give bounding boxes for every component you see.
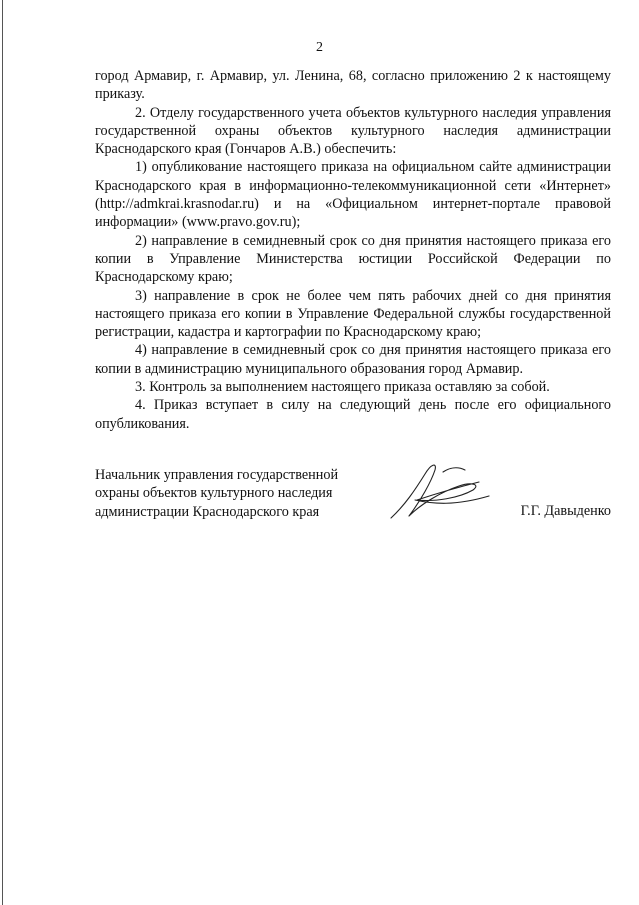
signatory-position-line: охраны объектов культурного наследия [95, 485, 333, 502]
paragraph-subitem-4: 4) направление в семидневный срок со дня принятия настоящего приказа его копии в администрацию муниципального образования город Армавир. [95, 342, 611, 377]
page-number: 2 [316, 40, 323, 55]
paragraph-subitem-1: 1) опубликование настоящего приказа на официальном сайте администрации Краснодарского края в информационно-телекоммуникационной сети «Интернет» (http://admkrai.krasnodar.ru) и на «Официальном интернет-портале правовой информации» (www.pravo.gov.ru); [95, 159, 611, 231]
signatory-position-line: администрации Краснодарского края [95, 503, 320, 520]
paragraph-continuation: город Армавир, г. Армавир, ул. Ленина, 68, согласно приложению 2 к настоящему приказу. [95, 68, 611, 103]
paragraph-subitem-2: 2) направление в семидневный срок со дня принятия настоящего приказа его копии в Управление Министерства юстиции Российской Федерации по Краснодарскому краю; [95, 232, 611, 286]
paragraph-item-2: 2. Отделу государственного учета объектов культурного наследия управления государственной охраны объектов культурного наследия администрации Краснодарского края (Гончаров А.В.) обеспечить: [95, 104, 611, 158]
signatory-position [95, 466, 355, 521]
document-body [95, 67, 611, 433]
paragraph-subitem-3: 3) направление в срок не более чем пять рабочих дней со дня принятия настоящего приказа его копии в Управление Федеральной службы государственной регистрации, кадастра и картографии по Краснодарскому краю; [95, 287, 611, 341]
signatory-position-line: Начальник управления государственной [95, 467, 339, 483]
signatory-name: Г.Г. Давыденко [520, 503, 611, 519]
paragraph-item-3: 3. Контроль за выполнением настоящего приказа оставляю за собой. [135, 379, 550, 396]
paragraph-item-4: 4. Приказ вступает в силу на следующий день после его официального опубликования. [95, 397, 611, 432]
handwritten-signature [385, 460, 495, 524]
page-edge-line [2, 0, 3, 905]
